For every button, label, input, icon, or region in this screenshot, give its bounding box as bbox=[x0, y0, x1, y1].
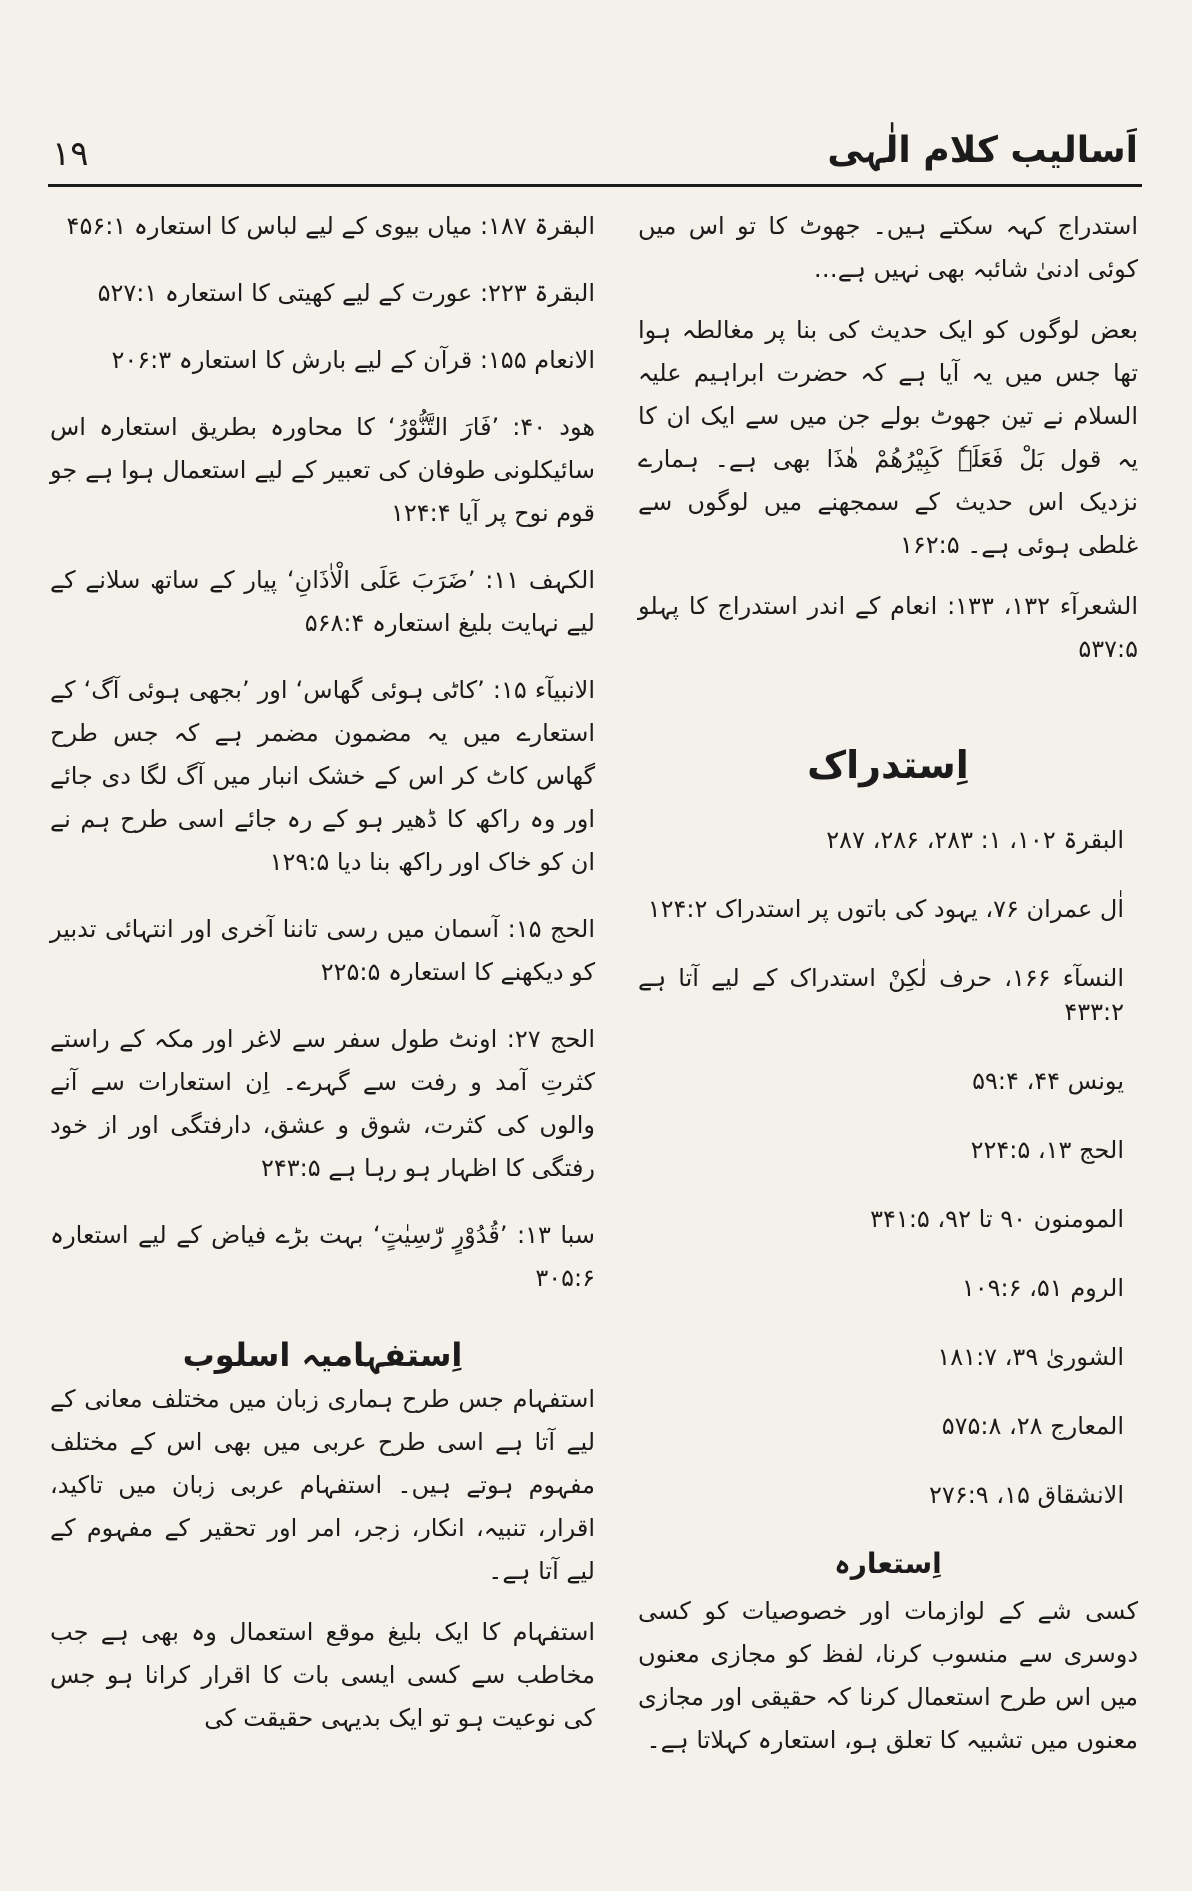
reference-entry: سبا ۱۳: ’قُدُوْرٍ رّٰسِیٰتٍ‘ بہت بڑے فیاض کے لیے استعارہ ۳۰۵:۶ bbox=[50, 1221, 596, 1292]
reference-entry: ھود ۴۰: ’فَارَ التَّنُّوْرُ‘ کا محاورہ بطریق استعارہ اس سائیکلونی طوفان کی تعبیر کے لیے استعمال ہوا ہے جو قوم نوح پر آیا ۱۲۴:۴ bbox=[50, 413, 596, 527]
istidrak-reference-list bbox=[638, 823, 1138, 1512]
reference-entry: الحج ۲۷: اونٹ طول سفر سے لاغر اور مکہ کے راستے کثرتِ آمد و رفت سے گہرے۔ اِن استعارات سے آنے والوں کی کثرت، شوق و عشق، دارفتگی اور از خود رفتگی کا اظہار ہو رہا ہے ۲۴۳:۵ bbox=[50, 1025, 595, 1182]
right-column bbox=[638, 205, 1138, 1780]
definition-paragraph: کسی شے کے لوازمات اور خصوصیات کو کسی دوسری سے منسوب کرنا، لفظ کو مجازی معنوں میں اس طرح استعمال کرنا کہ حقیقی اور مجازی معنوں میں تشبیہ کا تعلق ہو، استعارہ کہلاتا ہے۔ bbox=[638, 1597, 1138, 1754]
reference-entry: الانبیآء ۱۵: ’کاٹی ہوئی گھاس‘ اور ’بجھی ہوئی آگ‘ کے استعارے میں یہ مضمون مضمر ہے کہ جس طرح گھاس کاٹ کر اس کے خشک انبار میں آگ لگا دی جائے اور وہ راکھ کا ڈھیر ہو کے رہ جائے اسی طرح ہم نے ان کو خاک اور راکھ بنا دیا ۱۲۹:۵ bbox=[50, 676, 595, 876]
reference-entry: الکہف ۱۱: ’ضَرَبَ عَلَی الْاٰذَانِ‘ پیار کے ساتھ سلانے کے لیے نہایت بلیغ استعارہ ۵۶۸:۴ bbox=[50, 566, 595, 637]
section-heading-istiara: اِستعارہ bbox=[834, 1547, 942, 1580]
reference-entry: الانعام ۱۵۵: قرآن کے لیے بارش کا استعارہ ۲۰۶:۳ bbox=[111, 346, 595, 374]
page-number: ١٩ bbox=[52, 134, 89, 174]
list-item: الحج ۱۳، ۲۲۴:۵ bbox=[970, 1136, 1124, 1164]
paragraph: استفہام جس طرح ہماری زبان میں مختلف معانی کے لیے آتا ہے اسی طرح عربی میں بھی اس کے مختلف مفہوم ہوتے ہیں۔ استفہام عربی زبان میں تاکید، اقرار، تنبیہ، انکار، زجر، امر اور تحقیر کے مفہوم کے لیے آتا ہے۔ bbox=[50, 1385, 595, 1585]
reference-entry: الحج ۱۵: آسمان میں رسی تاننا آخری اور انتہائی تدبیر کو دیکھنے کا استعارہ ۲۲۵:۵ bbox=[50, 915, 595, 986]
list-item: المومنون ۹۰ تا ۹۲، ۳۴۱:۵ bbox=[870, 1205, 1124, 1233]
section-heading-istidrak: اِستدراک bbox=[807, 743, 969, 787]
list-item: الشوریٰ ۳۹، ۱۸۱:۷ bbox=[937, 1343, 1124, 1371]
list-item: البقرۃ ۱۰۲، ۱: ۲۸۳، ۲۸۶، ۲۸۷ bbox=[826, 826, 1124, 854]
list-item: الانشقاق ۱۵، ۲۷۶:۹ bbox=[929, 1481, 1124, 1509]
list-item: الروم ۵۱، ۱۰۹:۶ bbox=[961, 1274, 1124, 1302]
list-item: المعارج ۲۸، ۵۷۵:۸ bbox=[941, 1412, 1124, 1440]
reference-entry: البقرۃ ۱۸۷: میاں بیوی کے لیے لباس کا استعارہ ۴۵۶:۱ bbox=[66, 212, 595, 240]
running-title: اَسالیب کلام الٰہی bbox=[827, 130, 1138, 171]
header-rule bbox=[48, 184, 1142, 187]
section-heading-istifham: اِستفہامیہ اسلوب bbox=[182, 1336, 463, 1374]
reference-entry: البقرۃ ۲۲۳: عورت کے لیے کھیتی کا استعارہ ۵۲۷:۱ bbox=[97, 279, 595, 307]
paragraph: بعض لوگوں کو ایک حدیث کی بنا پر مغالطہ ہوا تھا جس میں یہ آیا ہے کہ حضرت ابراہیم علیہ السلام نے تین جھوٹ بولے جن میں سے ایک ان کا یہ قول بَلْ فَعَلَہٗ کَبِیْرُھُمْ ھٰذَا بھی ہے۔ ہمارے نزدیک اس حدیث کے سمجھنے میں لوگوں سے غلطی ہوئی ہے۔ ۱۶۲:۵ bbox=[638, 316, 1138, 559]
reference-entry: الشعرآء ۱۳۲، ۱۳۳: انعام کے اندر استدراج کا پہلو ۵۳۷:۵ bbox=[638, 592, 1139, 663]
list-item: النسآء ۱۶۶، حرف لٰکِنْ استدراک کے لیے آتا ہے ۴۳۳:۲ bbox=[638, 964, 1125, 1026]
list-item: اٰل عمران ۷۶، یہود کی باتوں پر استدراک ۱۲۴:۲ bbox=[647, 895, 1124, 923]
left-column bbox=[50, 205, 595, 1758]
page-header bbox=[48, 128, 1142, 188]
paragraph: استدراج کہہ سکتے ہیں۔ جھوٹ کا تو اس میں کوئی ادنیٰ شائبہ بھی نہیں ہے… bbox=[638, 212, 1138, 283]
paragraph: استفہام کا ایک بلیغ موقع استعمال وہ بھی ہے جب مخاطب سے کسی ایسی بات کا اقرار کرانا ہو جس کی نوعیت ہو تو ایک بدیہی حقیقت کی bbox=[50, 1618, 595, 1732]
list-item: یونس ۴۴، ۵۹:۴ bbox=[972, 1067, 1124, 1095]
